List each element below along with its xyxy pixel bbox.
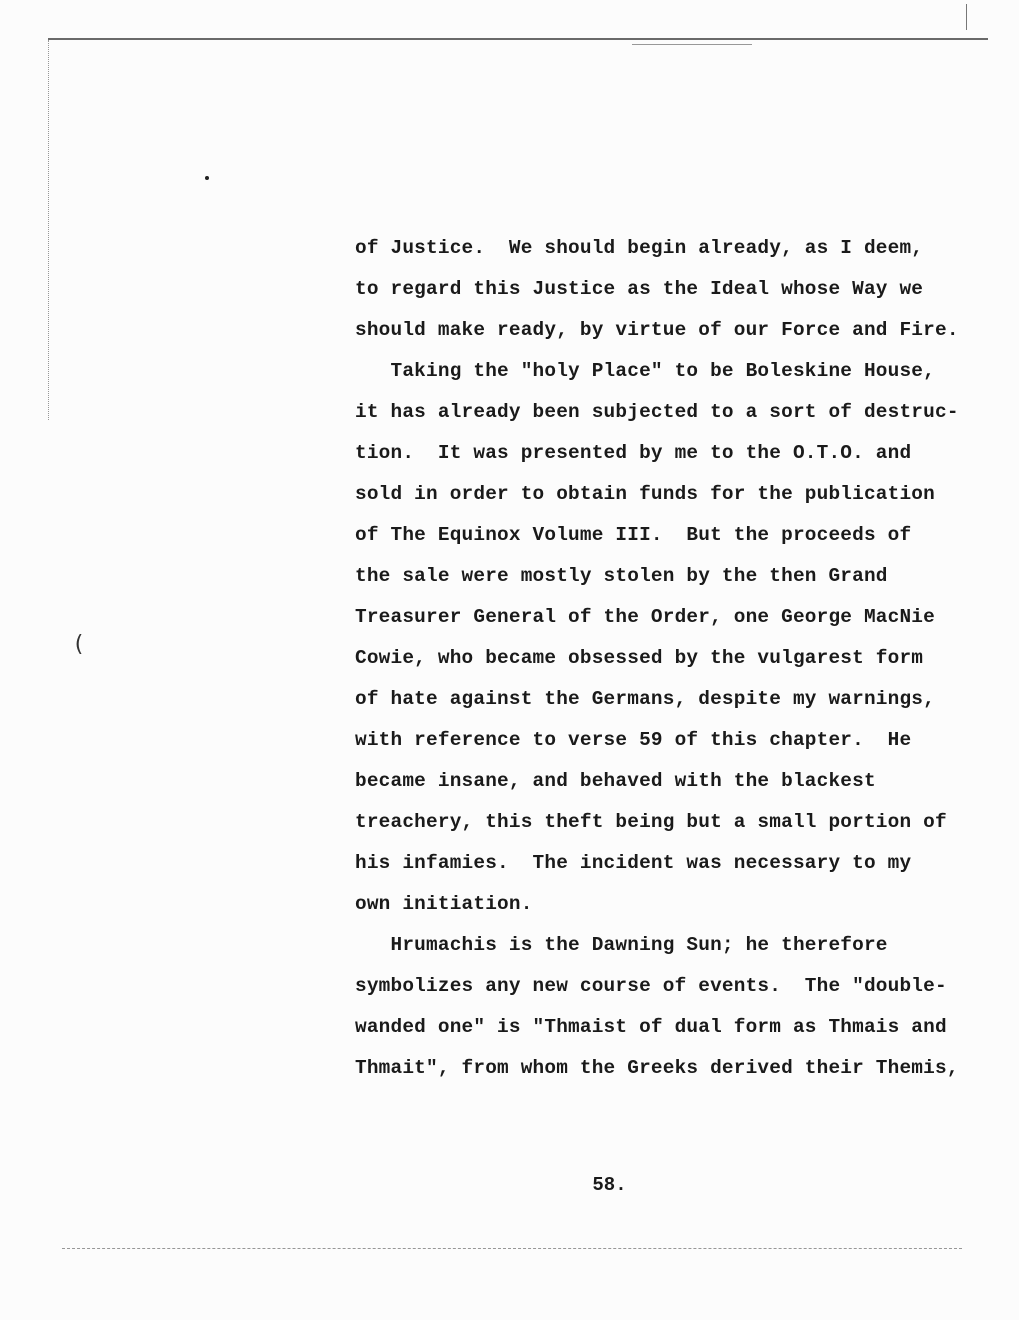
text-line: should make ready, by virtue of our Force and Fire. xyxy=(355,319,959,341)
text-line: of Justice. We should begin already, as I deem, xyxy=(355,237,924,259)
page-top-edge xyxy=(48,38,988,40)
text-line: wanded one" is "Thmaist of dual form as Thmais and xyxy=(355,1016,947,1038)
text-line: own initiation. xyxy=(355,893,533,915)
text-line: his infamies. The incident was necessary to my xyxy=(355,852,912,874)
text-line: treachery, this theft being but a small portion of xyxy=(355,811,947,833)
page-top-edge-fragment xyxy=(632,44,752,45)
text-line: became insane, and behaved with the blackest xyxy=(355,770,876,792)
text-line: with reference to verse 59 of this chapter. He xyxy=(355,729,912,751)
corner-mark xyxy=(966,4,967,30)
text-line: tion. It was presented by me to the O.T.O. and xyxy=(355,442,912,464)
text-line: it has already been subjected to a sort of destruc- xyxy=(355,401,959,423)
page-left-edge xyxy=(48,40,49,420)
text-line: Taking the "holy Place" to be Boleskine House, xyxy=(355,360,935,382)
margin-mark: ( xyxy=(72,632,86,657)
text-line: Hrumachis is the Dawning Sun; he therefore xyxy=(355,934,888,956)
text-line: to regard this Justice as the Ideal whose Way we xyxy=(355,278,924,300)
page-bottom-edge xyxy=(62,1248,962,1249)
text-line: Treasurer General of the Order, one George MacNie xyxy=(355,606,935,628)
text-line: sold in order to obtain funds for the publication xyxy=(355,483,935,505)
text-line: of hate against the Germans, despite my warnings, xyxy=(355,688,935,710)
text-line: symbolizes any new course of events. The "double- xyxy=(355,975,947,997)
page-number: 58. xyxy=(592,1174,627,1196)
body-text xyxy=(355,228,995,1089)
text-line: Thmait", from whom the Greeks derived their Themis, xyxy=(355,1057,959,1079)
ink-dot xyxy=(205,176,209,180)
text-line: of The Equinox Volume III. But the proceeds of xyxy=(355,524,912,546)
text-line: Cowie, who became obsessed by the vulgarest form xyxy=(355,647,924,669)
text-line: the sale were mostly stolen by the then Grand xyxy=(355,565,888,587)
